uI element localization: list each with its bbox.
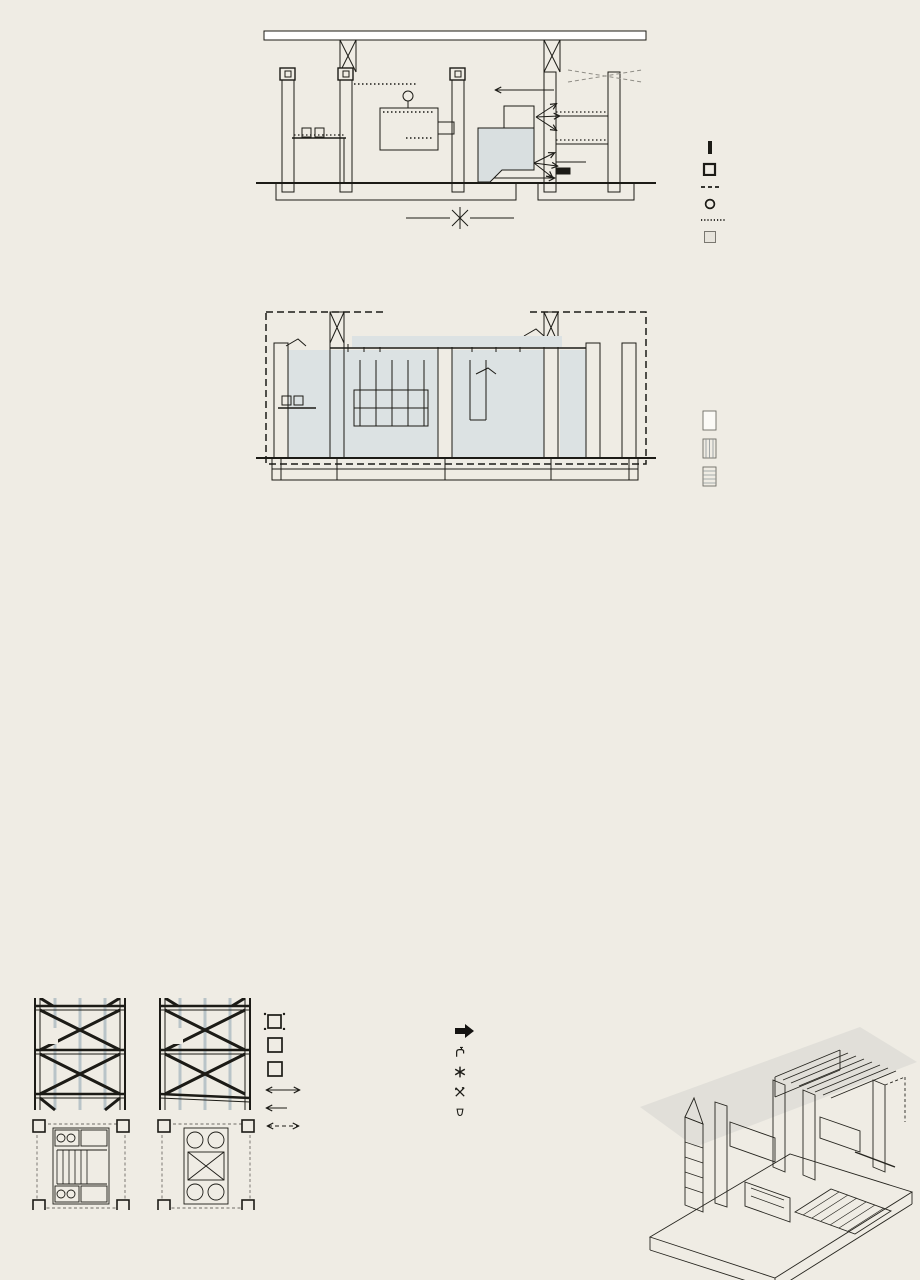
key2-item-total-control <box>700 438 916 460</box>
section2-key <box>700 408 916 494</box>
lift-icon <box>263 1036 305 1054</box>
partial-control-zone-icon <box>700 466 730 488</box>
stairs-icon <box>263 1060 305 1078</box>
key1-item-service-leads <box>700 140 912 156</box>
key3-item-wc-access <box>263 1012 453 1030</box>
key3-item-eating <box>453 1085 629 1099</box>
key1-item-packaged-plant <box>700 198 912 210</box>
key3-item-wheelchair <box>453 1023 629 1039</box>
staircase-tower-elevation <box>35 998 125 1110</box>
key3-item-drinking <box>453 1105 629 1119</box>
ground-walling-icon <box>263 1084 305 1096</box>
key3-item-general-access <box>263 1102 453 1114</box>
service-leads-icon <box>700 140 730 156</box>
washing-icon <box>453 1045 483 1059</box>
section-labels <box>406 207 514 229</box>
changing-wc-icon <box>453 1065 483 1079</box>
plan-key-left-column <box>263 1010 453 1138</box>
key2-item-unloading <box>700 410 916 432</box>
plan-key <box>263 1010 629 1138</box>
key3-item-ground-walling <box>263 1084 453 1096</box>
crane-labels <box>352 301 562 347</box>
axo-shadow-band <box>640 1027 917 1147</box>
service-plant-icon <box>700 230 730 244</box>
packaged-plant-icon <box>700 198 730 210</box>
total-control-zone-icon <box>700 438 730 460</box>
eating-icon <box>453 1085 483 1099</box>
inbuilt-link-icon <box>700 182 730 192</box>
key3-item-lifts <box>263 1036 453 1054</box>
wheelchair-access-icon <box>453 1023 483 1039</box>
key1-item-services-booster <box>700 162 912 176</box>
key1-item-inbuilt-link <box>700 182 912 192</box>
key3-item-changing <box>453 1065 629 1079</box>
key3-item-washing <box>453 1045 629 1059</box>
typical-plan-diagram <box>10 503 910 953</box>
key3-item-travelator <box>263 1120 453 1132</box>
services-booster-icon <box>700 162 730 176</box>
article-column <box>18 24 258 30</box>
lift-tower-plan <box>158 1120 254 1210</box>
unloading-zone-icon <box>700 410 730 432</box>
section-crane-drawing <box>256 298 656 503</box>
key2-item-partial-control <box>700 466 916 488</box>
key3-item-stairs <box>263 1060 453 1078</box>
axonometric-drawing <box>625 1022 920 1280</box>
section1-key <box>700 138 912 250</box>
plan-key-right-column <box>453 1010 629 1138</box>
section-vertical-size-drawing <box>256 20 656 235</box>
drinking-icon <box>453 1105 483 1119</box>
general-access-icon <box>263 1102 305 1114</box>
key1-item-flexible-links <box>700 216 912 224</box>
staircase-tower-plan <box>33 1120 129 1210</box>
key1-item-service-plant <box>700 230 912 244</box>
flexible-links-icon <box>700 216 730 224</box>
wc-tower-icon <box>263 1012 305 1030</box>
travelator-icon <box>263 1120 305 1132</box>
tower-elevations-and-plans-drawing <box>25 998 257 1210</box>
lift-tower-elevation <box>160 998 250 1110</box>
